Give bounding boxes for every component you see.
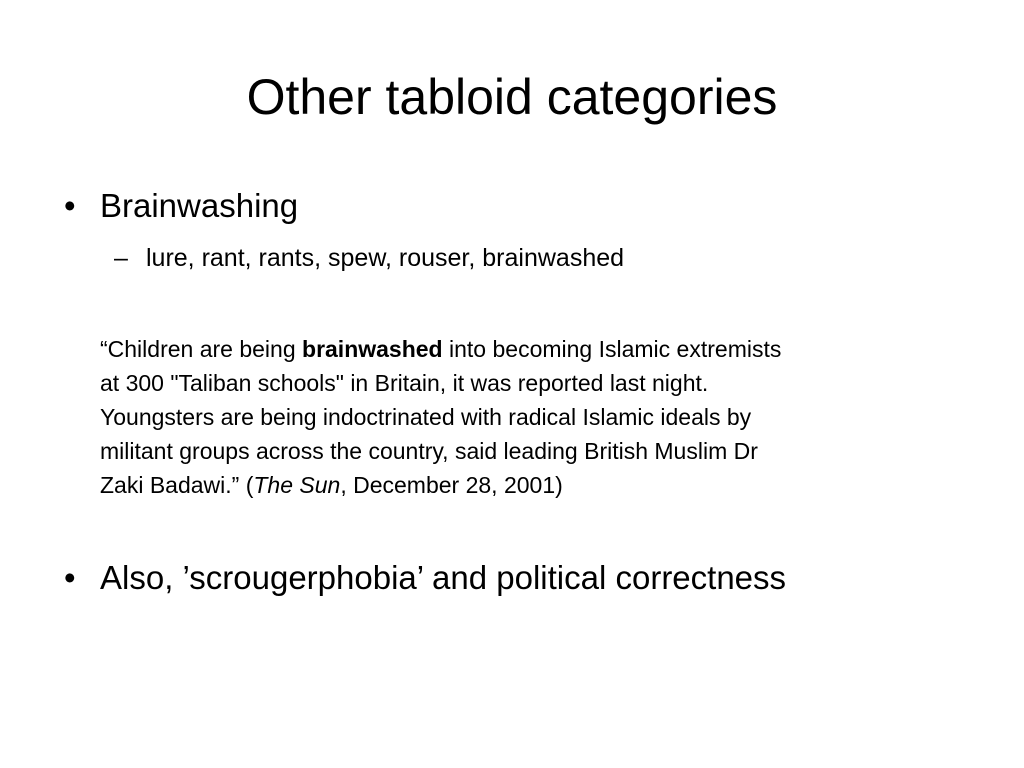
bullet-scrougerphobia (64, 556, 786, 600)
sub-bullet-keywords (114, 240, 624, 276)
bullet-text: Brainwashing (100, 187, 299, 224)
quote-line: militant groups across the country, said leading British Muslim Dr (100, 438, 758, 464)
sub-bullet-text: lure, rant, rants, spew, rouser, brainwashed (146, 244, 625, 272)
quote-text: “Children are being (100, 336, 303, 362)
quote-source: The Sun (253, 472, 341, 498)
quote-text: , December 28, 2001) (340, 472, 563, 498)
quote-line: at 300 "Taliban schools" in Britain, it was reported last night. (100, 370, 709, 396)
bullet-text: Also, ’scrougerphobia’ and political correctness (100, 559, 787, 596)
quote-line (100, 332, 970, 366)
quote-line: Youngsters are being indoctrinated with radical Islamic ideals by (100, 404, 752, 430)
quote-text: into becoming Islamic extremists (442, 336, 782, 362)
slide-title: Other tabloid categories (246, 69, 778, 125)
bullet-marker: • (64, 187, 76, 224)
bullet-marker: • (64, 559, 76, 596)
quote-block (100, 332, 970, 502)
quote-text: Zaki Badawi.” ( (100, 472, 254, 498)
sub-bullet-marker: – (114, 244, 128, 272)
quote-line (100, 468, 970, 502)
quote-emphasis: brainwashed (302, 336, 443, 362)
bullet-brainwashing (64, 184, 298, 228)
